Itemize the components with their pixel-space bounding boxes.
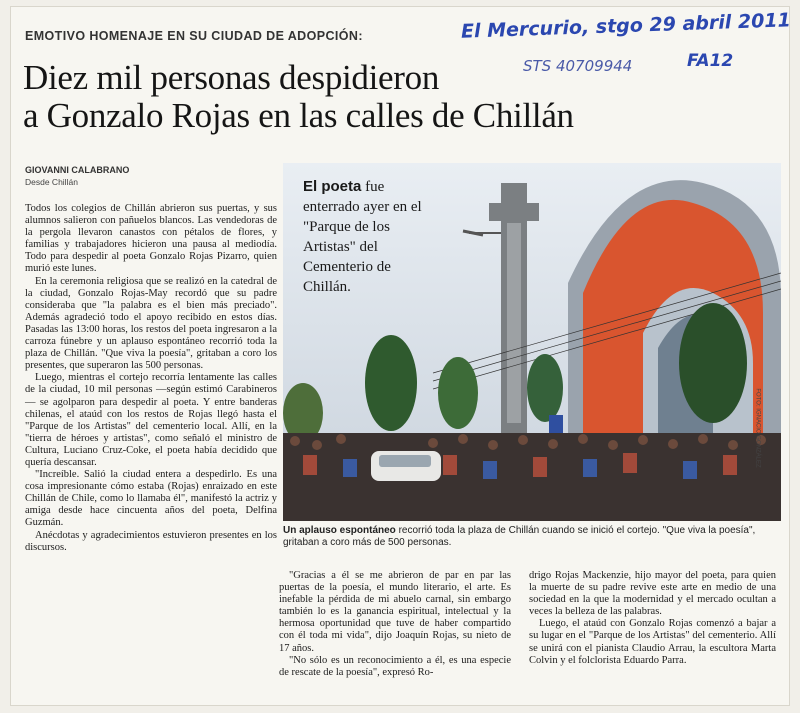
paragraph: "Gracias a él se me abrieron de par en par las puertas de la poesía, el mundo literario, el arte. Es inefable la pérdida de mi abuelo carnal, sin embargo también lo es la ganancia espiritual, intelectual y la hermosa oportunidad que tuve de haber compartido con él toda mi vida", dijo Joaquín Rojas, su nieto de 17 años. — [279, 570, 511, 654]
paragraph: "Increíble. Salió la ciudad entera a despedirlo. Es una cosa impresionante cómo estaba (Rojas) enraizado en este Chillán de Chile, como lo llamaba él", manifestó la actriz y amiga desde hace cincuenta años del poeta, Delfina Guzmán. — [25, 469, 277, 529]
paragraph: En la ceremonia religiosa que se realizó en la catedral de la ciudad, Gonzalo Rojas-May recordó que su padre consideraba que "la palabra es el bien más preciado". Además agradeció todo el apoyo recibido en estos días. Pasadas las 13:00 horas, los restos del poeta ingresaron a la carroza fúnebre y un aplauso espontáneo recorrió toda la plaza de Chillán. "Que viva la poesía", gritaban a coro los presentes, que superaron las 500 personas. — [25, 275, 277, 372]
photo-caption-lead: El poeta — [303, 178, 362, 195]
paragraph: Anécdotas y agradecimientos estuvieron presentes en los discursos. — [25, 529, 277, 553]
article-headline — [23, 59, 673, 135]
dateline: Desde Chillán — [25, 177, 78, 187]
photo-caption-text: fue enterrado ayer en el "Parque de los Artistas" del Cementerio de Chillán. — [303, 179, 422, 295]
byline: GIOVANNI CALABRANO — [25, 165, 130, 175]
photo-overlay-caption — [303, 177, 435, 297]
article-column-2 — [279, 570, 511, 679]
article-kicker: EMOTIVO HOMENAJE EN SU CIUDAD DE ADOPCIÓN: — [25, 29, 363, 43]
article-column-3 — [529, 570, 776, 667]
handwritten-source-note: El Mercurio, stgo 29 abril 2011 — [460, 9, 792, 43]
headline-line-1: Diez mil personas despidieron — [23, 58, 440, 97]
handwritten-archive-code: STS 40709944 — [523, 57, 633, 75]
paragraph: Luego, mientras el cortejo recorría lentamente las calles de la ciudad, 10 mil personas —según estimó Carabineros— se agolparon para despedir al poeta. Y entre banderas chilenas, el ataúd con los restos de Rojas llegó hasta el "Parque de los Artistas" del cementerio local. Allí, en la "tierra de héroes y artistas", como señaló el ministro de Cultura, Luciano Cruz-Coke, el poeta había decidido que quería descansar. — [25, 372, 277, 468]
caption-lead: Un aplauso espontáneo — [283, 525, 396, 536]
funeral-photo — [283, 163, 781, 521]
headline-line-2: a Gonzalo Rojas en las calles de Chillán — [23, 96, 574, 135]
paragraph: drigo Rojas Mackenzie, hijo mayor del poeta, para quien la muerte de su padre revive este arte en medio de una sociedad en la que la modernidad y el mercado ocultan a veces la belleza de las palabras. — [529, 570, 776, 618]
handwritten-page-code: FA12 — [687, 51, 734, 71]
paragraph: Luego, el ataúd con Gonzalo Rojas comenzó a bajar a su lugar en el "Parque de los Artistas" del cementerio. Allí se unirá con el pianista Claudio Arrau, la escultora Marta Colvin y el folclorista Eduardo Parra. — [529, 618, 776, 666]
photo-credit: FOTO: IGNACIO GONZÁLEZ — [754, 388, 761, 468]
photo-caption — [283, 525, 781, 549]
caption-text: recorrió toda la plaza de Chillán cuando se inició el cortejo. "Que viva la poesía", gritaban a coro más de 500 personas. — [283, 525, 756, 548]
paragraph: "No sólo es un reconocimiento a él, es una especie de rescate de la poesía", expresó Ro- — [279, 654, 511, 678]
paragraph: Todos los colegios de Chillán abrieron sus puertas, y sus alumnos salieron con pañuelos blancos. Las vendedoras de la pergola llevaron canastos con pétalos de flores, y familias y trabajadores hicieron una pausa al mediodía. Todo para despedir al poeta Gonzalo Rojas Pizarro, quien murió este lunes. — [25, 203, 277, 275]
article-column-1 — [25, 203, 277, 554]
newspaper-clipping — [10, 6, 790, 706]
